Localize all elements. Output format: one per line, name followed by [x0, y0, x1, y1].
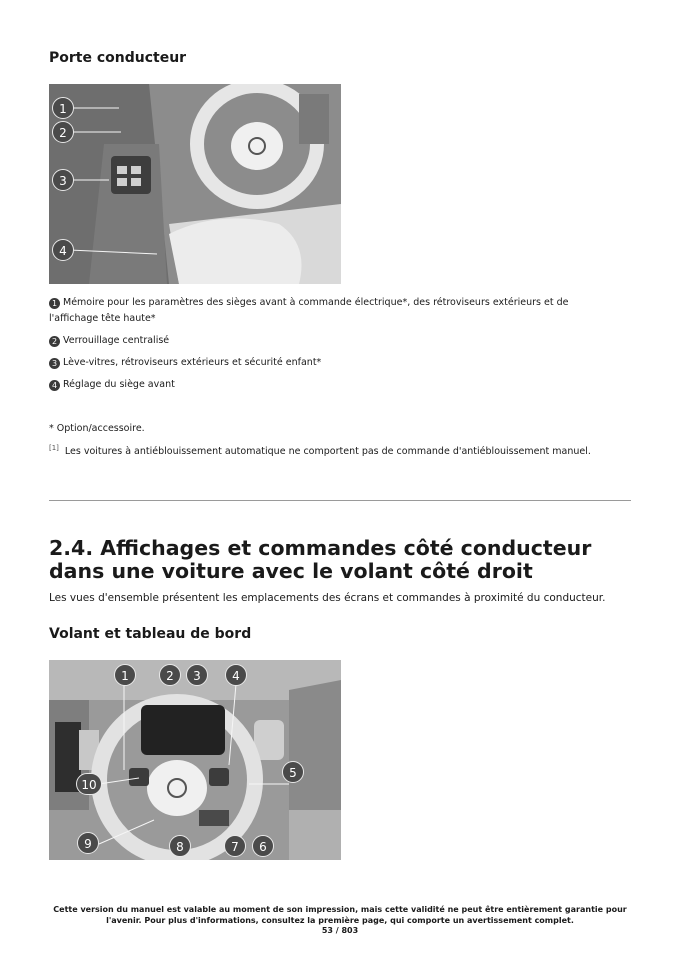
figure2-badge: 8 — [169, 835, 191, 857]
figure2-badge: 4 — [225, 664, 247, 686]
figure2-badge: 2 — [159, 664, 181, 686]
legend-number: 2 — [49, 336, 60, 347]
option-note: * Option/accessoire. — [49, 423, 145, 434]
legend-item — [49, 295, 619, 327]
footnote-marker: [1] — [49, 444, 59, 452]
legend-number: 3 — [49, 358, 60, 369]
legend-text: Verrouillage centralisé — [63, 335, 170, 346]
figure1-badge: 3 — [52, 169, 74, 191]
legend-text: Réglage du siège avant — [63, 379, 175, 390]
figure2-badge: 3 — [186, 664, 208, 686]
section-title-wheel-dashboard: Volant et tableau de bord — [49, 626, 252, 642]
page-number: 53 / 803 — [321, 926, 359, 935]
section-heading: 2.4. Affichages et commandes côté conducteur dans une voiture avec le volant côté droit — [49, 536, 592, 583]
steering-dashboard-drawing — [49, 660, 341, 860]
legend-number: 1 — [49, 298, 60, 309]
legend-item — [49, 355, 619, 371]
footnote-text: Les voitures à antiéblouissement automatique ne comportent pas de commande d'antiéblouissement manuel. — [64, 446, 591, 457]
figure1-badge: 1 — [52, 97, 74, 119]
legend-item — [49, 377, 619, 393]
legend-text: Mémoire pour les paramètres des sièges avant à commande électrique*, des rétroviseurs extérieurs et de l'affichage tête haute* — [49, 297, 569, 324]
footnote — [49, 444, 591, 457]
figure2-badge: 10 — [76, 773, 102, 795]
driver-door-illustration — [49, 84, 341, 284]
figure1-badge: 4 — [52, 239, 74, 261]
section-divider — [49, 500, 631, 501]
legend-text: Lève-vitres, rétroviseurs extérieurs et sécurité enfant* — [63, 357, 322, 368]
figure2-badge: 6 — [252, 835, 274, 857]
figure1-badge: 2 — [52, 121, 74, 143]
steering-dashboard-illustration — [49, 660, 341, 860]
section-intro: Les vues d'ensemble présentent les emplacements des écrans et commandes à proximité du conducteur. — [49, 592, 606, 604]
figure2-badge: 5 — [282, 761, 304, 783]
driver-door-drawing — [49, 84, 341, 284]
section-title-driver-door: Porte conducteur — [49, 50, 187, 66]
footer-disclaimer: Cette version du manuel est valable au moment de son impression, mais cette validité ne peut être entièrement garantie pour l'avenir. Pour plus d'informations, consultez la première page, qui comporte un avertissement complet. — [53, 905, 627, 925]
legend-number: 4 — [49, 380, 60, 391]
figure2-badge: 9 — [77, 832, 99, 854]
figure2-badge: 7 — [224, 835, 246, 857]
figure2-badge: 1 — [114, 664, 136, 686]
legend-item — [49, 333, 619, 349]
